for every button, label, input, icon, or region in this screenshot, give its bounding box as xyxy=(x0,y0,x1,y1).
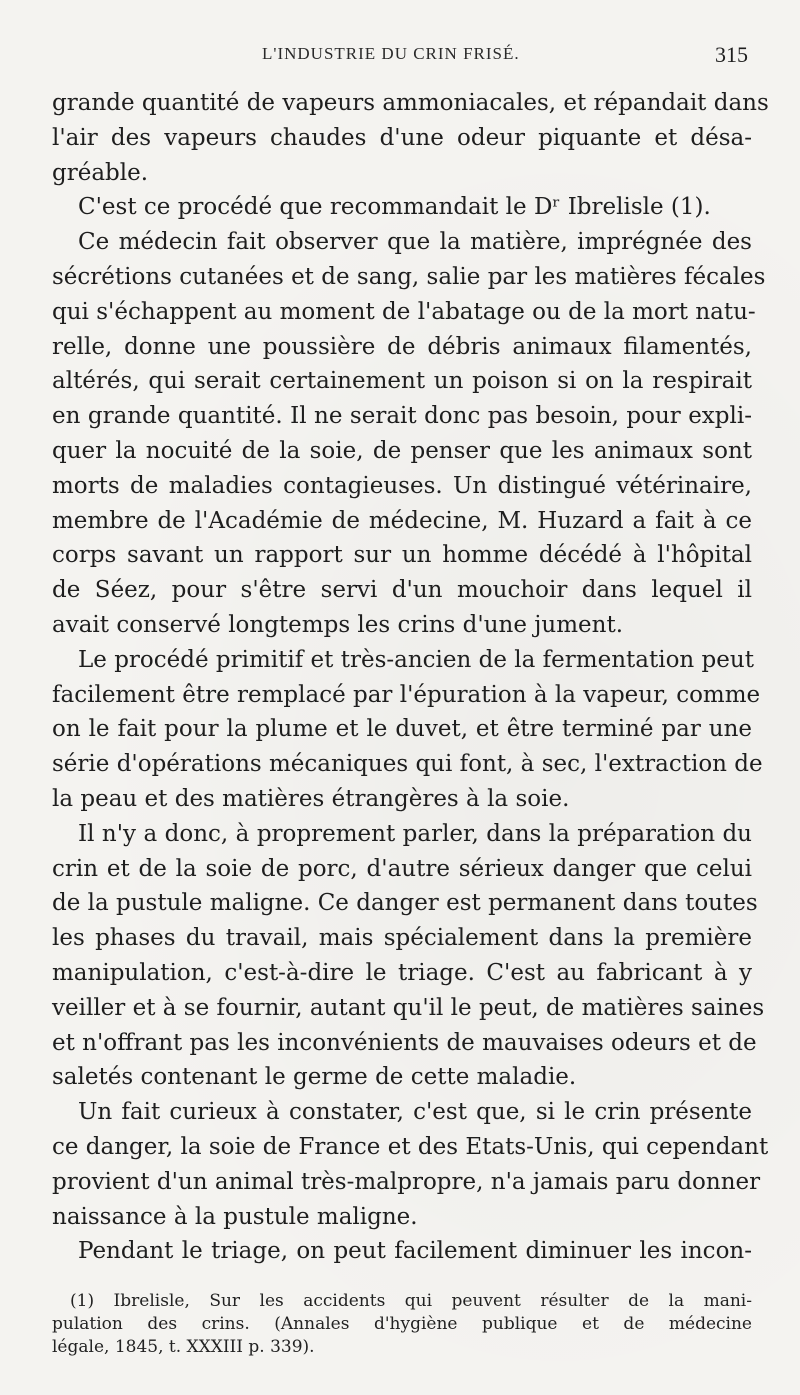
text-line: facilement être remplacé par l'épuration à la vapeur, comme xyxy=(52,681,761,708)
text-line: provient d'un animal très-malpropre, n'a jamais paru donner xyxy=(52,1168,761,1195)
text-line: avait conservé longtemps les crins d'une jument. xyxy=(52,611,624,638)
text-line: de la pustule maligne. Ce danger est permanent dans toutes xyxy=(52,890,758,917)
text-line: grande quantité de vapeurs ammoniacales, et répandait dans xyxy=(52,90,769,116)
text-line: manipulation, c'est-à-dire le triage. C'est au fabricant à y xyxy=(52,959,752,986)
text-line: Ce médecin fait observer que la matière, imprégnée des xyxy=(78,229,752,256)
text-line: et n'offrant pas les inconvénients de mauvaises odeurs et de xyxy=(52,1029,757,1056)
footnote xyxy=(52,1290,752,1359)
text-line: Il n'y a donc, à proprement parler, dans la préparation du xyxy=(78,820,752,847)
text-line: saletés contenant le germe de cette maladie. xyxy=(52,1064,577,1091)
text-line: relle, donne une poussière de débris animaux filamentés, xyxy=(52,333,752,360)
footnote-line: légale, 1845, t. XXXIII p. 339). xyxy=(52,1337,315,1357)
text-line: de Séez, pour s'être servi d'un mouchoir dans lequel il xyxy=(52,577,752,604)
text-line: Le procédé primitif et très-ancien de la fermentation peut xyxy=(78,646,754,673)
text-line: Un fait curieux à constater, c'est que, si le crin présente xyxy=(78,1099,752,1126)
text-line: l'air des vapeurs chaudes d'une odeur piquante et désa- xyxy=(52,124,752,151)
text-line: en grande quantité. Il ne serait donc pas besoin, pour expli- xyxy=(52,403,752,430)
text-line: gréable. xyxy=(52,159,149,186)
text-line: série d'opérations mécaniques qui font, à sec, l'extraction de xyxy=(52,751,763,778)
page-number: 315 xyxy=(715,42,748,67)
footnote-line: pulation des crins. (Annales d'hygiène publique et de médecine xyxy=(52,1314,752,1334)
text-line: crin et de la soie de porc, d'autre sérieux danger que celui xyxy=(52,855,752,882)
text-line: C'est ce procédé que recommandait le Dʳ Ibrelisle (1). xyxy=(78,194,711,221)
text-line: naissance à la pustule maligne. xyxy=(52,1203,418,1230)
text-line: Pendant le triage, on peut facilement diminuer les incon- xyxy=(78,1238,752,1265)
running-title: L'INDUSTRIE DU CRIN FRISÉ. xyxy=(262,44,520,63)
text-line: membre de l'Académie de médecine, M. Huzard a fait à ce xyxy=(52,507,752,534)
text-line: corps savant un rapport sur un homme décédé à l'hôpital xyxy=(52,542,752,569)
text-line: quer la nocuité de la soie, de penser que les animaux sont xyxy=(52,437,752,464)
text-line: morts de maladies contagieuses. Un distingué vétérinaire, xyxy=(52,472,752,499)
text-line: qui s'échappent au moment de l'abatage ou de la mort natu- xyxy=(52,298,756,325)
text-line: altérés, qui serait certainement un poison si on la respirait xyxy=(52,368,752,395)
text-line: veiller et à se fournir, autant qu'il le peut, de matières saines xyxy=(52,994,765,1021)
text-line: les phases du travail, mais spécialement dans la première xyxy=(52,925,752,952)
text-line: on le fait pour la plume et le duvet, et être terminé par une xyxy=(52,716,752,743)
text-line: ce danger, la soie de France et des Etats-Unis, qui cependant xyxy=(52,1133,769,1160)
body-text xyxy=(52,86,769,1269)
text-line: sécrétions cutanées et de sang, salie par les matières fécales xyxy=(52,263,766,290)
text-line: la peau et des matières étrangères à la soie. xyxy=(52,785,570,812)
footnote-line: (1) Ibrelisle, Sur les accidents qui peuvent résulter de la mani- xyxy=(70,1291,752,1311)
